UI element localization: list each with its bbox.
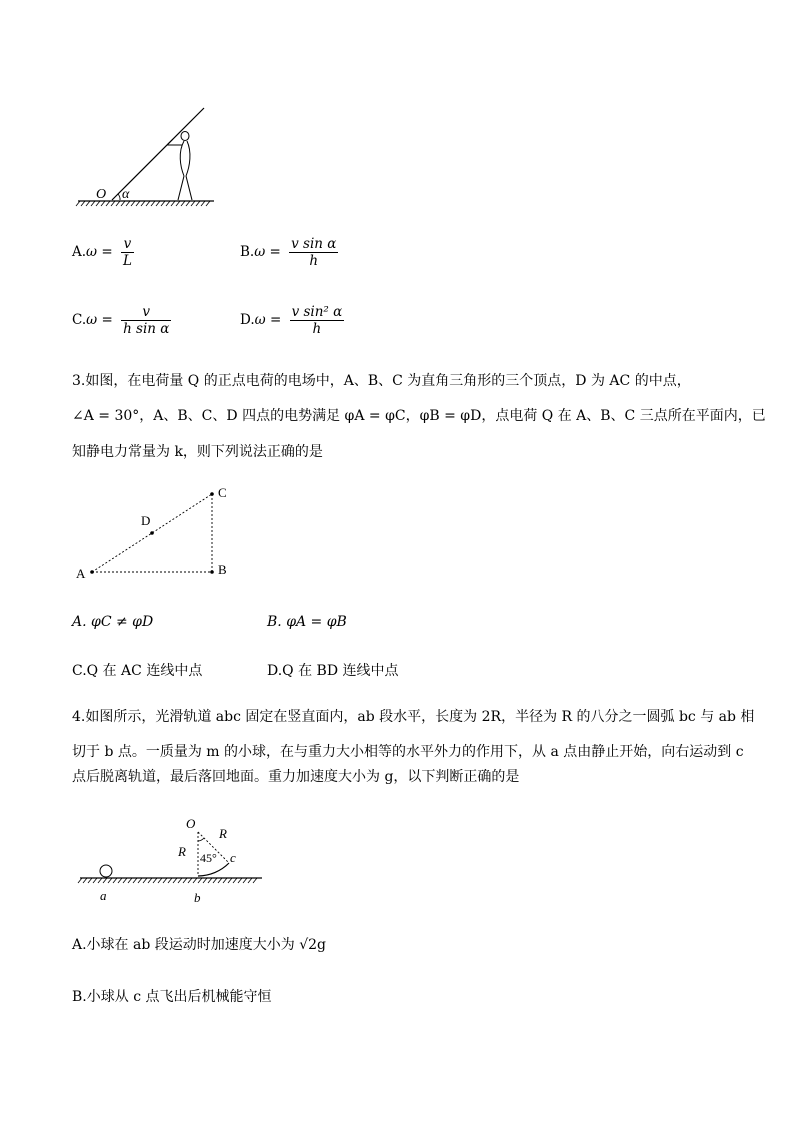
center-o-label: O xyxy=(186,816,196,831)
q2-option-d: D.ω = $\frac{\text{v sin² α}}{h}$ xyxy=(240,304,343,337)
figure-right-triangle xyxy=(72,480,242,582)
q4-stem-line2: 切于 b 点。一质量为 m 的小球，在与重力大小相等的水平外力的作用下，从 a 点由静止开始，向右运动到 c xyxy=(72,744,744,760)
q4-stem-line3: 点后脱离轨道，最后落回地面。重力加速度大小为 g，以下判断正确的是 xyxy=(72,769,520,785)
q3-option-b: B. φA = φB xyxy=(267,614,347,630)
point-c-label: c xyxy=(230,850,236,865)
q4-option-b: B.小球从 c 点飞出后机械能守恒 xyxy=(72,989,272,1005)
q2-option-a: A.ω = $\frac{v}{L}$ xyxy=(72,236,132,269)
q3-option-a: A. φC ≠ φD xyxy=(72,614,154,630)
person-figure xyxy=(167,132,192,201)
label-o: O xyxy=(96,187,107,202)
radius-label-2: R xyxy=(178,844,186,859)
label-alpha: α xyxy=(122,187,130,202)
angle-label: 45° xyxy=(200,851,217,865)
figure-incline-person xyxy=(72,100,222,212)
vertex-a-label: A xyxy=(76,566,86,581)
q3-stem-line1: 3.如图，在电荷量 Q 的正点电荷的电场中，A、B、C 为直角三角形的三个顶点，D 为 AC 的中点， xyxy=(72,373,691,389)
point-a-label: a xyxy=(100,888,107,903)
q3-stem-line3: 知静电力常量为 k，则下列说法正确的是 xyxy=(72,444,323,460)
ball xyxy=(100,865,112,877)
vertex-b-label: B xyxy=(218,562,227,577)
q2-option-c: C.ω = $\frac{v}{\text{h sin α}}$ xyxy=(72,304,170,337)
q3-option-c: C.Q 在 AC 连线中点 xyxy=(72,663,203,679)
point-b-label: b xyxy=(194,890,201,905)
q4-stem-line1: 4.如图所示，光滑轨道 abc 固定在竖直面内，ab 段水平，长度为 2R，半径为 R 的八分之一圆弧 bc 与 ab 相 xyxy=(72,709,755,725)
vertex-c-label: C xyxy=(218,485,227,500)
q3-option-d: D.Q 在 BD 连线中点 xyxy=(267,663,399,679)
q4-option-a: A.小球在 ab 段运动时加速度大小为 √2g xyxy=(72,937,327,953)
figure-track-abc xyxy=(72,812,272,907)
q3-stem-line2: ∠A = 30°，A、B、C、D 四点的电势满足 φA = φC，φB = φD，点电荷 Q 在 A、B、C 三点所在平面内，已 xyxy=(72,408,766,424)
midpoint-d-label: D xyxy=(141,513,151,528)
radius-label-1: R xyxy=(219,826,227,841)
q2-option-b: B.ω = $\frac{\text{v sin α}}{h}$ xyxy=(240,236,337,269)
